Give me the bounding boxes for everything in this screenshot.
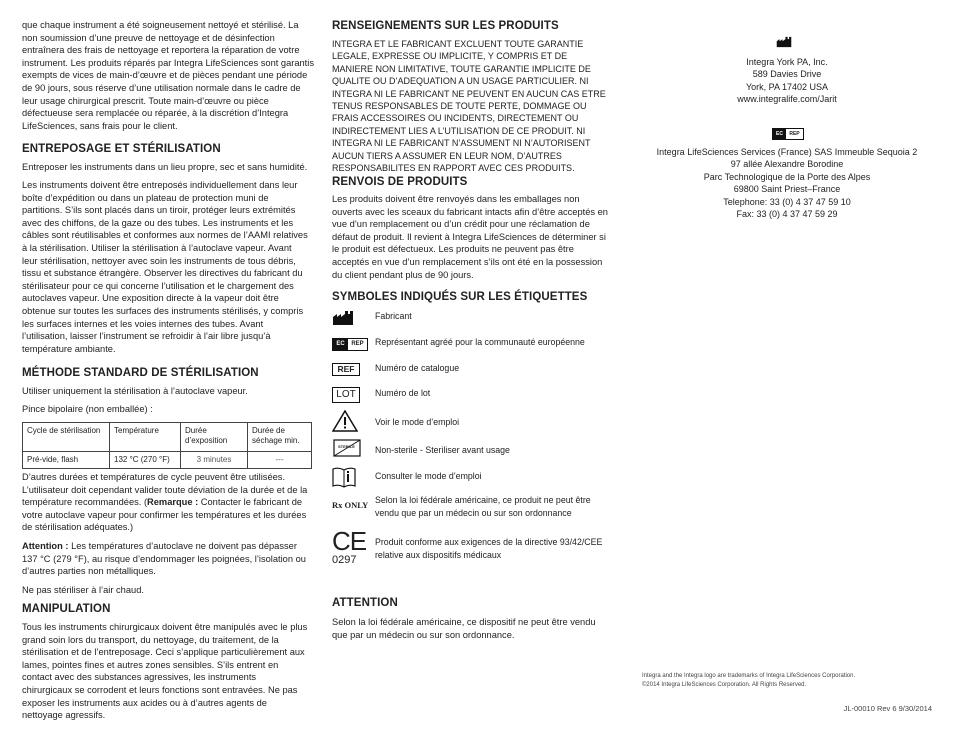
address-line: Fax: 33 (0) 4 37 47 59 29 [736,209,838,220]
ce-number: 0297 [332,554,357,566]
symbol-text: Voir le mode d’emploi [375,417,460,427]
symbol-text: Numéro de catalogue [375,363,460,373]
symbols-heading: SYMBOLES INDIQUÉS SUR LES ÉTIQUETTES [332,291,588,303]
table-header-row [23,423,312,452]
table-cell: Pré-vide, flash [23,452,110,469]
rep-label: REP [351,341,364,347]
ref-icon [332,362,370,382]
address-line: 69800 Saint Priest–France [733,184,841,195]
table-cell: 132 °C (270 °F) [110,452,181,469]
symbol-text: Fabricant [375,311,412,321]
symbol-row-ref [332,362,612,382]
returns-paragraph: Les produits doivent être renvoyés dans les emballages non ouverts avec les sceaux du fabricant intacts afin d’être acceptés en vue d’un remplacement ou d’un crédit pour une réclamation de défaut de produit. Il revient à Integra LifeSciences de déterminer si le produit est défectueux. Les produits ne peuvent pas être acceptés en vue d’un remplacement s’ils ont été en la possession du client pendant plus de 90 jours. [332,194,608,280]
symbol-text: Selon la loi fédérale américaine, ce produit ne peut être vendu que par un médecin ou sur son ordonnance [375,495,591,518]
storage-paragraph-1: Entreposer les instruments dans un lieu propre, sec et sans humidité. [22,162,308,172]
copyright-text: ©2014 Integra LifeSciences Corporation. All Rights Reserved. [642,682,807,688]
symbol-text: Non-sterile - Steriliser avant usage [375,445,510,455]
address-line: 589 Davies Drive [752,69,822,80]
symbol-row-ce-mark [332,526,612,566]
manufacturer-icon [332,310,370,330]
handling-paragraph: Tous les instruments chirurgicaux doivent être manipulés avec le plus grand soin lors du transport, du nettoyage, du traitement, de la stérilisation et de l’entreposage. Ceci s’applique particulièrement aux lames, pointes fines et autres zones sensibles. S’ils entrent en contact avec des substances agressives, les instruments chirurgicaux se corrodent et leurs fonctions sont entravées. Ne pas exposer les instruments aux acides ou à d’autres agents de nettoyage agressifs. [22,622,308,721]
non-sterile-icon [332,438,370,458]
symbol-row-ec-rep [332,336,612,356]
address-line: Integra LifeSciences Services (France) SAS Immeuble Sequoia 2 [656,147,918,157]
symbol-text: Consulter le mode d’emploi [375,471,482,481]
table-row [23,452,312,469]
table-cell: --- [248,452,312,469]
document-id: JL-00010 Rev 6 9/30/2014 [843,704,932,713]
product-info-paragraph: INTEGRA ET LE FABRICANT EXCLUENT TOUTE GARANTIE LEGALE, EXPRESSE OU IMPLICITE, Y COMPRIS ET DE MANIERE NON LIMITATIVE, TOUTE GARANTIE IMPLICITE DE QUALITE OU D’ADEQUATION A UN USAGE PARTICULIER. NI INTEGRA NI LE FABRICANT NE PEUVENT EN AUCUN CAS ETRE TENUS RESPONSABLES DE TOUTE PERTE, DOMMAGE OU FRAIS ACCESSOIRES OU INCIDENTS, DIRECTEMENT OU INDIRECTEMENT LIES A L’UTILISATION DE CE PRODUIT. NI INTEGRA NI LE FABRICANT N’ASSUMENT NI N’AUTORISENT AUCUN TIERS A ASSUMER EN LEUR NOM, D’AUTRES RESPONSABILITES EN RAPPORT AVEC CES PRODUITS. [332,39,606,174]
attention-paragraph [22,540,308,578]
rx-only-icon: Rx ONLY [332,500,369,510]
symbol-text: Numéro de lot [375,388,431,398]
attention-heading: ATTENTION [332,597,398,609]
table-header-cell: Durée d’exposition [181,423,248,452]
cycle-note-text-2: Contacter le fabricant de votre autoclave vapeur pour confirmer les températures et les durées de stérilisation adéquates.) [22,497,307,533]
storage-paragraph-2: Les instruments doivent être entreposés individuellement dans leur boîte d’expédition ou dans un plateau de protection muni de partitions. S’ils sont placés dans un tiroir, protéger leurs extrémités avec des chiffons, de la gaze ou des tubes. Les instruments et les câbles sont réutilisables et conformes aux normes de l’AAMI relatives à la stérilisation. Utiliser la stérilisation à l’autoclave vapeur. Avant leur stérilisation, nettoyer avec soin les instruments de tous débris, tissu et substance étrangère. Observer les directives du fabricant du stérilisateur pour ce qui concerne l’utilisation et le chargement des autoclaves vapeur. Une exposition directe à la vapeur doit être obtenue sur toutes les surfaces des instruments stérilisés, y compris les surfaces internes et les voies internes des tubes. Avant l’utilisation, laisser l’instrument se refroidir à l’air libre jusqu’à température ambiante. [22,180,308,354]
symbol-row-manufacturer [332,310,612,330]
method-heading: MÉTHODE STANDARD DE STÉRILISATION [22,367,259,379]
table-header-cell: Cycle de stérilisation [23,423,110,452]
ec-rep-address [632,146,942,220]
no-hot-air-text: Ne pas stériliser à l’air chaud. [22,585,144,595]
attention-caution-paragraph: Selon la loi fédérale américaine, ce dispositif ne peut être vendu que par un médecin ou sur son ordonnance. [332,617,596,640]
ec-label: EC [773,129,786,139]
returns-heading: RENVOIS DE PRODUITS [332,176,468,188]
method-paragraph-1: Utiliser uniquement la stérilisation à l’autoclave vapeur. [22,386,248,396]
remarque-label: Remarque : [147,497,199,508]
ec-rep-icon [772,128,804,140]
sterile-label: STERILE [338,444,355,449]
sterilization-table [22,422,312,469]
address-line: Telephone: 33 (0) 4 37 47 59 10 [723,196,851,207]
lot-label: LOT [332,387,360,403]
attention-label: Attention : [22,541,69,551]
address-line: 97 allée Alexandre Borodine [730,159,844,170]
table-header-cell: Température [110,423,181,452]
symbol-text: Produit conforme aux exigences de la directive 93/42/CEE relative aux dispositifs médicaux [375,537,603,560]
cycle-note-text: D’autres durées et températures de cycle peuvent être utilisées. L’utilisateur doit cependant valider toute déviation de la durée et de la température recommandées. ( [22,472,308,508]
trademark-text: Integra and the Integra logo are trademarks of Integra LifeSciences Corporation. [642,673,856,679]
warranty-intro-text: que chaque instrument a été soigneusement nettoyé et stérilisé. La non soumission d’une preuve de nettoyage et de désinfection entraînera des frais de nettoyage et reportera la réparation de votre instrument. Les produits réparés par Integra LifeSciences sont garantis exempts de vices de main-d’œuvre et de pièces pendant une période de 90 jours, sous réserve d’une utilisation normale dans le cadre de leur usage chirurgical prescrit. Toute main-d’œuvre ou pièce défectueuse sera remplacée ou réparée, à la discrétion d’Integra LifeSciences, sans frais pour le client. [22,20,314,131]
address-line: Integra York PA, Inc. [746,57,828,67]
cycle-note-paragraph [22,471,312,534]
warning-icon [332,410,370,430]
symbol-text: Représentant agréé pour la communauté européenne [375,337,585,347]
symbol-row-rx-only [332,494,612,518]
lot-icon [332,387,370,407]
table-header-cell: Durée de séchage min. [248,423,312,452]
rep-label: REP [789,131,800,137]
symbol-row-lot [332,387,612,407]
manufacturer-address [632,56,942,106]
attention-text: Les températures d’autoclave ne doivent pas dépasser 137 °C (279 °F), au risque d’endommager les poignées, l’isolation ou d’autres parties non métalliques. [22,541,306,577]
trademark-notice [642,672,922,690]
address-line: www.integralife.com/Jarit [737,94,837,105]
address-line: York, PA 17402 USA [745,81,829,92]
method-paragraph-2: Pince bipolaire (non emballée) : [22,404,153,414]
ce-label: CE [332,526,367,556]
manufacturer-icon [776,35,792,53]
address-line: Parc Technologique de la Porte des Alpes [703,171,871,182]
symbol-row-non-sterile [332,438,612,458]
symbol-row-warning [332,410,612,430]
ec-rep-icon [332,336,370,356]
consult-ifu-icon [332,466,370,486]
symbol-row-consult-ifu [332,466,612,486]
ec-label: EC [333,339,348,350]
table-cell: 3 minutes [181,452,248,469]
product-info-heading: RENSEIGNEMENTS SUR LES PRODUITS [332,20,559,32]
ref-label: REF [332,363,360,376]
storage-heading: ENTREPOSAGE ET STÉRILISATION [22,143,221,155]
handling-heading: MANIPULATION [22,603,111,615]
ce-mark-icon [332,528,370,568]
